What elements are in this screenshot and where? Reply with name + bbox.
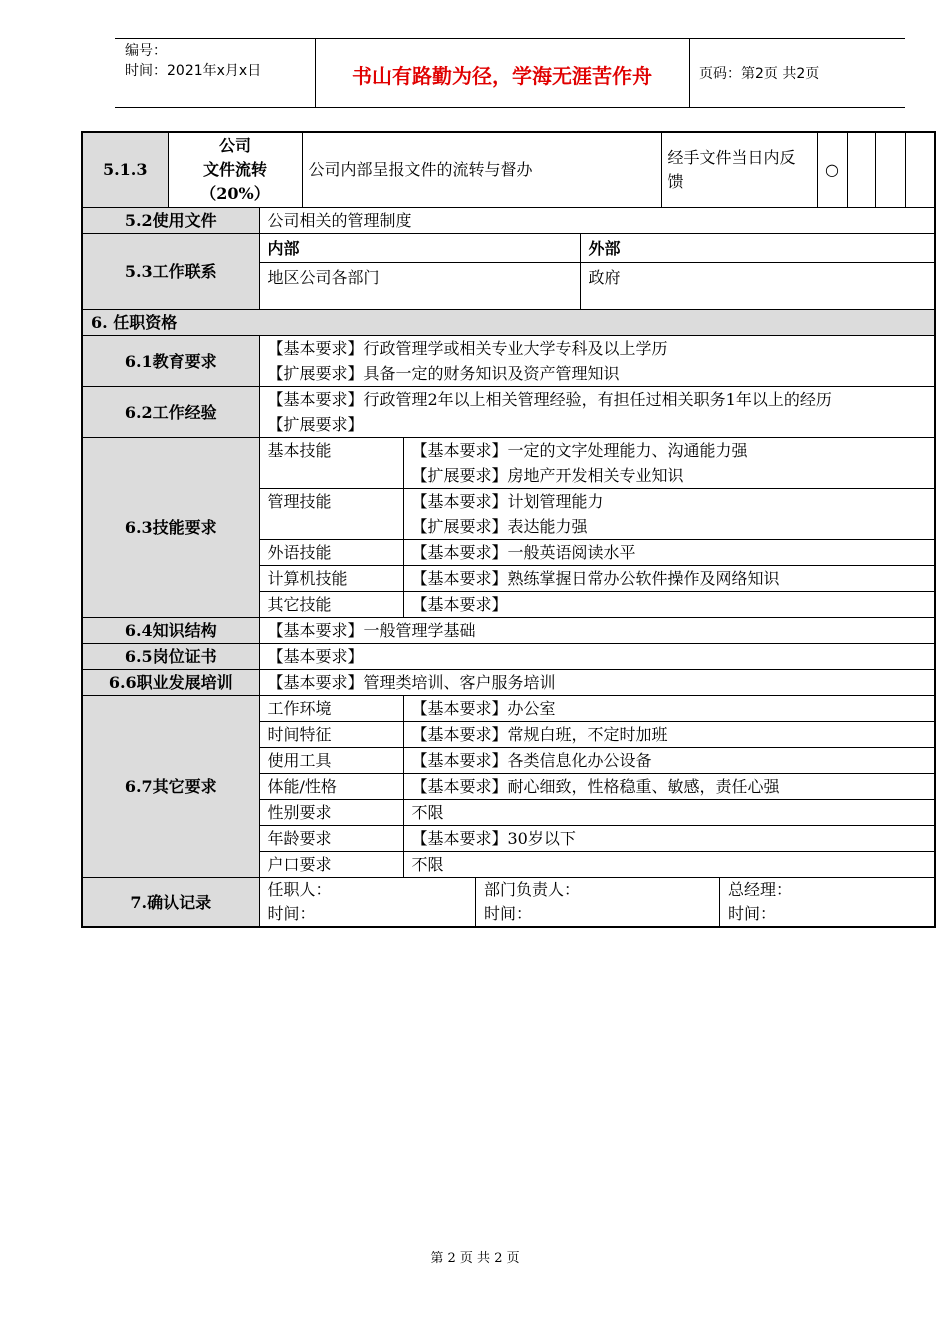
- duty-title-line: 文件流转: [202, 160, 267, 179]
- row-5-2: [82, 208, 935, 234]
- confirm-signers: [259, 878, 935, 928]
- row-6: [82, 310, 935, 336]
- docs-label: 5.2使用文件: [82, 208, 259, 234]
- duty-mark: ○: [817, 133, 847, 207]
- skill-name: 计算机技能: [259, 566, 403, 592]
- number-label: 编号：: [125, 43, 167, 59]
- education-value: [259, 336, 935, 387]
- confirm-label: 7.确认记录: [82, 878, 259, 928]
- other-value: 不限: [403, 852, 935, 878]
- row-6-2: [82, 387, 935, 438]
- requirement-line: 【基本要求】计划管理能力: [411, 492, 604, 511]
- qualifications-section: 6. 任职资格: [82, 310, 935, 336]
- page-header: [115, 38, 905, 108]
- header-meta: [125, 41, 261, 81]
- contacts-internal-value: 地区公司各部门: [259, 263, 580, 310]
- signer-cell: [260, 878, 476, 926]
- job-description-table: [81, 131, 936, 928]
- other-name: 年龄要求: [259, 826, 403, 852]
- row-6-6: [82, 670, 935, 696]
- row-5-3-header: [82, 234, 935, 263]
- career-label: 6.6职业发展培训: [82, 670, 259, 696]
- requirement-line: 【基本要求】行政管理2年以上相关管理经验，有担任过相关职务1年以上的经历: [267, 390, 832, 409]
- other-value: 【基本要求】办公室: [403, 696, 935, 722]
- requirement-line: 【扩展要求】: [267, 415, 364, 434]
- education-label: 6.1教育要求: [82, 336, 259, 387]
- signer-time: 时间：: [267, 904, 316, 923]
- skill-name: 其它技能: [259, 592, 403, 618]
- other-value: 【基本要求】各类信息化办公设备: [403, 748, 935, 774]
- skill-value: 【基本要求】熟练掌握日常办公软件操作及网络知识: [403, 566, 935, 592]
- requirement-line: 【扩展要求】具备一定的财务知识及资产管理知识: [267, 364, 620, 383]
- header-page-label: 页码：第2页 共2页: [699, 66, 820, 82]
- other-name: 时间特征: [259, 722, 403, 748]
- duty-code: 5.1.3: [83, 133, 168, 207]
- other-value: 【基本要求】30岁以下: [403, 826, 935, 852]
- empty-cell: [905, 133, 935, 207]
- contacts-internal-header: 内部: [259, 234, 580, 263]
- requirement-line: 【基本要求】一定的文字处理能力、沟通能力强: [411, 441, 748, 460]
- duty-description: 公司内部呈报文件的流转与督办: [302, 133, 661, 207]
- skill-name: 基本技能: [259, 438, 403, 489]
- skill-name: 管理技能: [259, 489, 403, 540]
- row-6-3-a: [82, 438, 935, 489]
- contacts-external-header: 外部: [580, 234, 935, 263]
- skill-value: [403, 489, 935, 540]
- duty-title: [168, 133, 302, 207]
- row-5-1-3-cell: [82, 132, 935, 208]
- header-motto: 书山有路勤为径，学海无涯苦作舟: [352, 64, 652, 88]
- skill-value: 【基本要求】一般英语阅读水平: [403, 540, 935, 566]
- row-7: [82, 878, 935, 928]
- signer-role: 部门负责人：: [484, 880, 581, 899]
- other-label: 6.7其它要求: [82, 696, 259, 878]
- duty-title-line: 公司: [218, 136, 251, 155]
- knowledge-value: 【基本要求】一般管理学基础: [259, 618, 935, 644]
- row-6-5: [82, 644, 935, 670]
- certificate-label: 6.5岗位证书: [82, 644, 259, 670]
- career-value: 【基本要求】管理类培训、客户服务培训: [259, 670, 935, 696]
- requirement-line: 【扩展要求】表达能力强: [411, 517, 588, 536]
- row-6-7-a: [82, 696, 935, 722]
- certificate-value: 【基本要求】: [259, 644, 935, 670]
- duty-title-line: （20%）: [200, 184, 270, 203]
- signer-cell: [720, 878, 935, 926]
- other-name: 工作环境: [259, 696, 403, 722]
- skill-name: 外语技能: [259, 540, 403, 566]
- row-5-1-3-inner: [83, 133, 935, 207]
- header-divider: [689, 39, 690, 107]
- row-6-1: [82, 336, 935, 387]
- signer-time: 时间：: [484, 904, 533, 923]
- skill-value: [403, 438, 935, 489]
- confirm-inner: [260, 878, 935, 926]
- other-value: 【基本要求】耐心细致，性格稳重、敏感，责任心强: [403, 774, 935, 800]
- page-footer: 第 2 页 共 2 页: [430, 1251, 520, 1266]
- duty-standard: 经手文件当日内反馈: [661, 133, 817, 207]
- date-label: 时间：2021年x月x日: [125, 63, 262, 79]
- contacts-external-value: 政府: [580, 263, 935, 310]
- other-name: 体能/性格: [259, 774, 403, 800]
- row-5-1-3: [82, 132, 935, 208]
- signer-role: 总经理：: [728, 880, 793, 899]
- signer-time: 时间：: [728, 904, 777, 923]
- requirement-line: 【扩展要求】房地产开发相关专业知识: [411, 466, 684, 485]
- skills-label: 6.3技能要求: [82, 438, 259, 618]
- experience-label: 6.2工作经验: [82, 387, 259, 438]
- experience-value: [259, 387, 935, 438]
- empty-cell: [847, 133, 875, 207]
- knowledge-label: 6.4知识结构: [82, 618, 259, 644]
- other-name: 户口要求: [259, 852, 403, 878]
- other-value: 【基本要求】常规白班，不定时加班: [403, 722, 935, 748]
- signer-role: 任职人：: [267, 880, 332, 899]
- empty-cell: [875, 133, 905, 207]
- other-value: 不限: [403, 800, 935, 826]
- signer-cell: [476, 878, 720, 926]
- docs-value: 公司相关的管理制度: [259, 208, 935, 234]
- requirement-line: 【基本要求】行政管理学或相关专业大学专科及以上学历: [267, 339, 668, 358]
- contacts-label: 5.3工作联系: [82, 234, 259, 310]
- row-6-4: [82, 618, 935, 644]
- skill-value: 【基本要求】: [403, 592, 935, 618]
- other-name: 性别要求: [259, 800, 403, 826]
- other-name: 使用工具: [259, 748, 403, 774]
